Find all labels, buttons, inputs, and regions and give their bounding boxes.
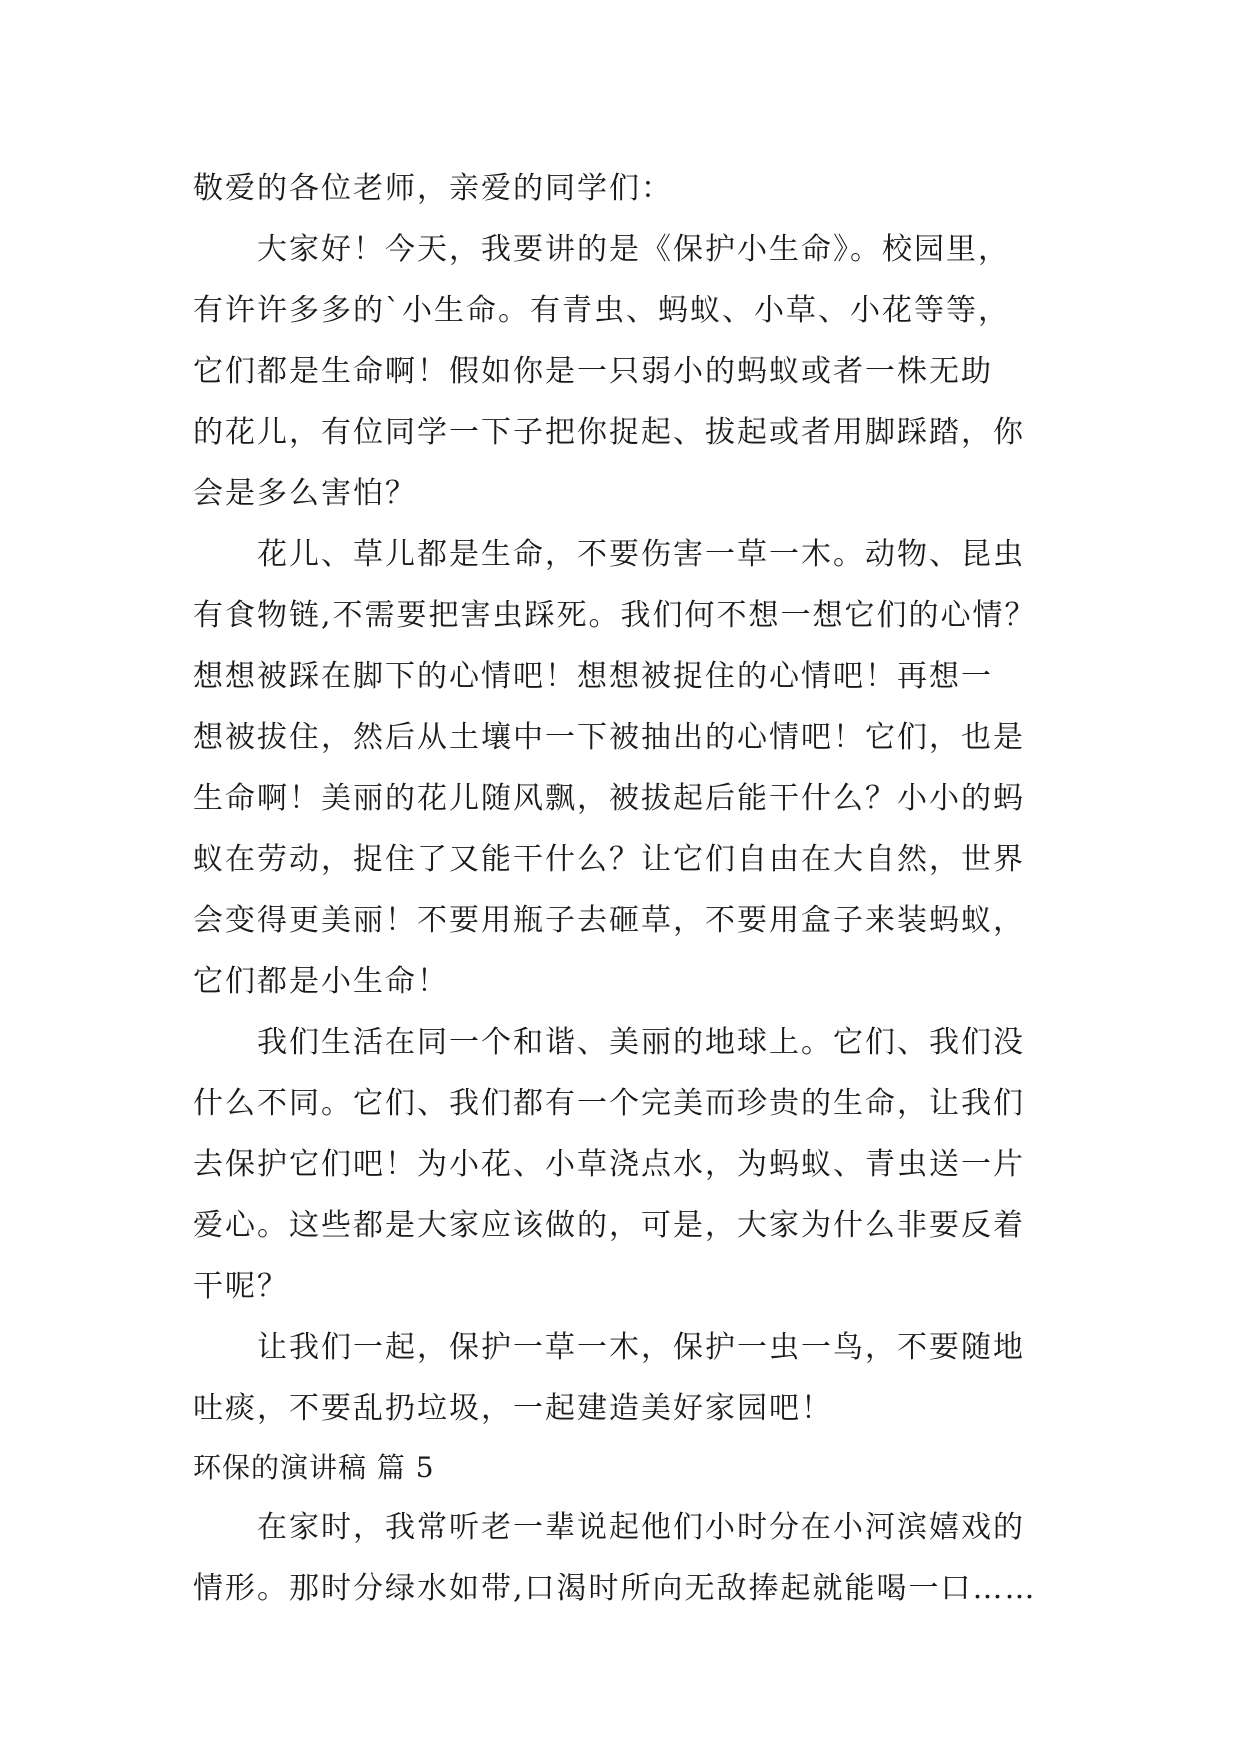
document-body — [193, 158, 1053, 1619]
paragraph-line: 会是多么害怕？ — [193, 476, 417, 511]
paragraph-line: 有食物链,不需要把害虫踩死。我们何不想一想它们的心情？ — [193, 598, 1037, 633]
paragraph-line: 我们生活在同一个和谐、美丽的地球上。它们、我们没 — [257, 1025, 1025, 1060]
paragraph-line: 花儿、草儿都是生命，不要伤害一草一木。动物、昆虫 — [257, 537, 1025, 572]
paragraph-1 — [193, 219, 1053, 524]
paragraph-line: 什么不同。它们、我们都有一个完美而珍贵的生命，让我们 — [193, 1086, 1025, 1121]
greeting-line: 敬爱的各位老师，亲爱的同学们： — [193, 171, 673, 206]
paragraph-4 — [193, 1317, 1053, 1439]
paragraph-2 — [193, 524, 1053, 1012]
paragraph-line: 吐痰，不要乱扔垃圾，一起建造美好家园吧！ — [193, 1391, 833, 1426]
paragraph-line: 在家时，我常听老一辈说起他们小时分在小河滨嬉戏的 — [257, 1510, 1025, 1545]
paragraph-line: 想被拔住，然后从土壤中一下被抽出的心情吧！它们，也是 — [193, 720, 1025, 755]
paragraph-line: 它们都是生命啊！假如你是一只弱小的蚂蚁或者一株无助 — [193, 354, 993, 389]
paragraph-line: 的花儿，有位同学一下子把你捉起、拔起或者用脚踩踏，你 — [193, 415, 1025, 450]
paragraph-3 — [193, 1012, 1053, 1317]
paragraph-line: 蚁在劳动，捉住了又能干什么？让它们自由在大自然，世界 — [193, 842, 1025, 877]
paragraph-5 — [193, 1497, 1053, 1619]
paragraph-line: 会变得更美丽！不要用瓶子去砸草，不要用盒子来装蚂蚁， — [193, 903, 1025, 938]
section-heading: 环保的演讲稿 篇 5 — [193, 1451, 435, 1484]
paragraph-line: 去保护它们吧！为小花、小草浇点水，为蚂蚁、青虫送一片 — [193, 1147, 1025, 1182]
paragraph-line: 想想被踩在脚下的心情吧！想想被捉住的心情吧！再想一 — [193, 659, 993, 694]
paragraph-line: 情形。那时分绿水如带,口渴时所向无敌捧起就能喝一口…… — [193, 1571, 1037, 1606]
paragraph-line: 让我们一起，保护一草一木，保护一虫一鸟，不要随地 — [257, 1330, 1025, 1365]
paragraph-line: 有许许多多的`小生命。有青虫、蚂蚁、小草、小花等等， — [193, 293, 1010, 328]
paragraph-line: 大家好！今天，我要讲的是《保护小生命》。校园里， — [257, 232, 1010, 267]
paragraph-line: 它们都是小生命！ — [193, 964, 449, 999]
paragraph-line: 生命啊！美丽的花儿随风飘，被拔起后能干什么？小小的蚂 — [193, 781, 1025, 816]
paragraph-line: 爱心。这些都是大家应该做的，可是，大家为什么非要反着 — [193, 1208, 1025, 1243]
paragraph-line: 干呢？ — [193, 1269, 289, 1304]
